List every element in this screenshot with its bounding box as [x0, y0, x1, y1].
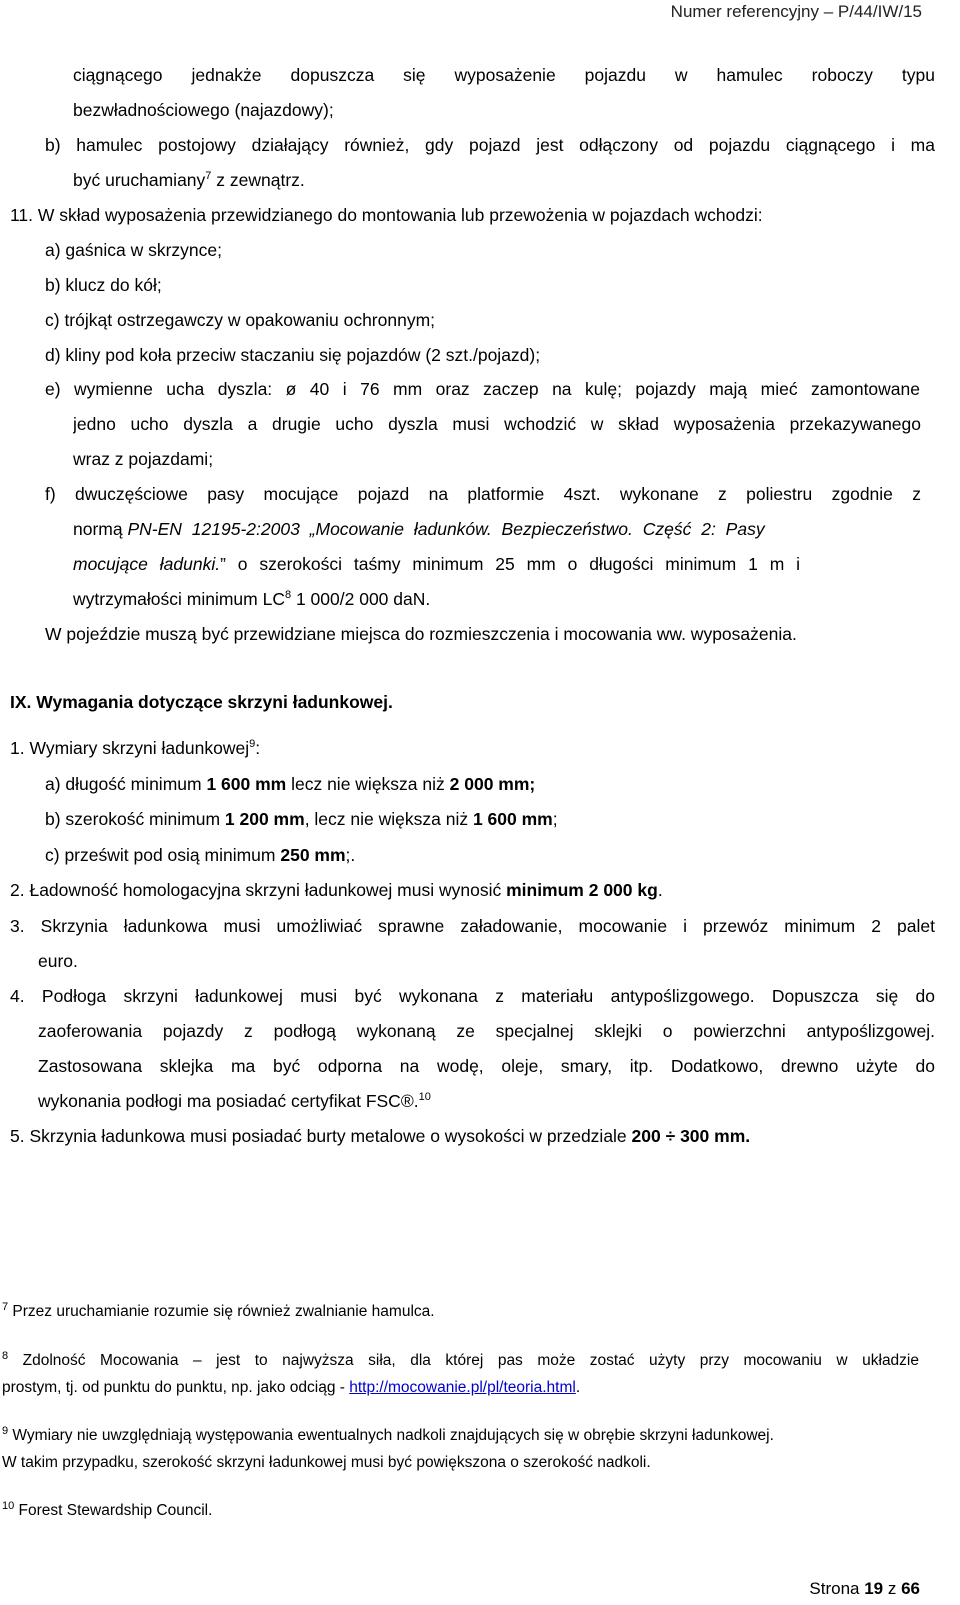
footnote-9-cont: W takim przypadku, szerokość skrzyni ładunkowej musi być powiększona o szerokość nadkoli. — [2, 1454, 651, 1471]
list-item: c) prześwit pod osią minimum 250 mm;. — [45, 845, 356, 865]
footnote-9: $^9$ Wymiary nie uwzględniają występowania ewentualnych nadkoli znajdujących się w obrębie skrzyni ładunkowej. — [2, 1424, 774, 1444]
list-item: d) kliny pod koła przeciw staczaniu się pojazdów (2 szt./pojazd); — [45, 345, 541, 365]
footnote-ref: 9 — [249, 738, 256, 751]
list-item-5: 5. Skrzynia ładunkowa musi posiadać burty metalowe o wysokości w przedziale 200 ÷ 300 mm. — [10, 1126, 751, 1146]
list-item-1: 1. Wymiary skrzyni ładunkowej$^9$: — [10, 738, 261, 758]
text-line: zaoferowania pojazdy z podłogą wykonaną ze specjalnej sklejki o powierzchni antypoślizgowej. — [38, 1021, 935, 1041]
list-item: a) długość minimum 1 600 mm lecz nie większa niż 2 000 mm; — [45, 774, 536, 794]
text-line: euro. — [38, 951, 78, 971]
footnote-8-cont: prostym, tj. od punktu do punktu, np. jako odciąg - http://mocowanie.pl/pl/teoria.html. — [2, 1379, 581, 1396]
reference-number: Numer referencyjny – P/44/IW/15 — [670, 2, 922, 21]
text-line: bezwładnościowego (najazdowy); — [73, 100, 334, 120]
text-line: wykonania podłogi ma posiadać certyfikat FSC®.$^{10}$ — [38, 1091, 431, 1111]
list-item: b) szerokość minimum 1 200 mm, lecz nie większa niż 1 600 mm; — [45, 809, 558, 829]
text-line: ciągnącego jednakże dopuszcza się wyposażenie pojazdu w hamulec roboczy typu — [73, 65, 935, 85]
text-line: mocujące ładunki.” o szerokości taśmy minimum 25 mm o długości minimum 1 m i — [73, 554, 801, 574]
list-item: f) dwuczęściowe pasy mocujące pojazd na platformie 4szt. wykonane z poliestru zgodnie z — [45, 484, 921, 504]
list-item: e) wymienne ucha dyszla: ø 40 i 76 mm oraz zaczep na kulę; pojazdy mają mieć zamontowane — [45, 379, 920, 399]
list-item-3: 3. Skrzynia ładunkowa musi umożliwiać sprawne załadowanie, mocowanie i przewóz minimum 2 palet — [10, 916, 935, 936]
mocowanie-link[interactable]: http://mocowanie.pl/pl/teoria.html — [349, 1379, 576, 1396]
footnote-ref: 8 — [284, 589, 292, 602]
text-line: b) hamulec postojowy działający również, gdy pojazd jest odłączony od pojazdu ciągnącego i ma — [45, 135, 935, 155]
footnote-8: $^8$ Zdolność Mocowania – jest to najwyższa siła, dla której pas może zostać użyty przy mocowaniu w układzie — [2, 1351, 919, 1369]
footnote-10: $^{10}$ Forest Stewardship Council. — [2, 1499, 213, 1519]
list-item: c) trójkąt ostrzegawczy w opakowaniu ochronnym; — [45, 310, 436, 330]
text-line: normą PN-EN 12195-2:2003 „Mocowanie ładunków. Bezpieczeństwo. Część 2: Pasy — [73, 519, 765, 539]
list-item: a) gaśnica w skrzynce; — [45, 240, 223, 260]
page-number: Strona 19 z 66 — [809, 1579, 920, 1598]
list-item-4: 4. Podłoga skrzyni ładunkowej musi być wykonana z materiału antypoślizgowego. Dopuszcza się do — [10, 986, 935, 1006]
text-line: wytrzymałości minimum $LC^8$ 1 000/2 000 daN. — [73, 589, 431, 609]
text-line: być uruchamiany$^7$ z zewnątrz. — [73, 170, 305, 190]
list-item-2: 2. Ładowność homologacyjna skrzyni ładunkowej musi wynosić minimum 2 000 kg. — [10, 880, 663, 900]
list-item-11: 11. W skład wyposażenia przewidzianego do montowania lub przewożenia w pojazdach wchodzi: — [10, 205, 763, 225]
footnote-7: $^7$ Przez uruchamianie rozumie się również zwalnianie hamulca. — [2, 1300, 435, 1320]
footnote-ref: 10 — [418, 1091, 431, 1104]
text-line: W pojeździe muszą być przewidziane miejsca do rozmieszczenia i mocowania ww. wyposażenia. — [45, 624, 797, 644]
text-line: wraz z pojazdami; — [73, 449, 214, 469]
text-line: jedno ucho dyszla a drugie ucho dyszla musi wchodzić w skład wyposażenia przekazywanego — [73, 414, 921, 434]
section-heading: IX. Wymagania dotyczące skrzyni ładunkowej. — [10, 692, 393, 712]
text-line: Zastosowana sklejka ma być odporna na wodę, oleje, smary, itp. Dodatkowo, drewno użyte do — [38, 1056, 935, 1076]
list-item: b) klucz do kół; — [45, 275, 162, 295]
footnote-ref: 7 — [205, 170, 212, 183]
